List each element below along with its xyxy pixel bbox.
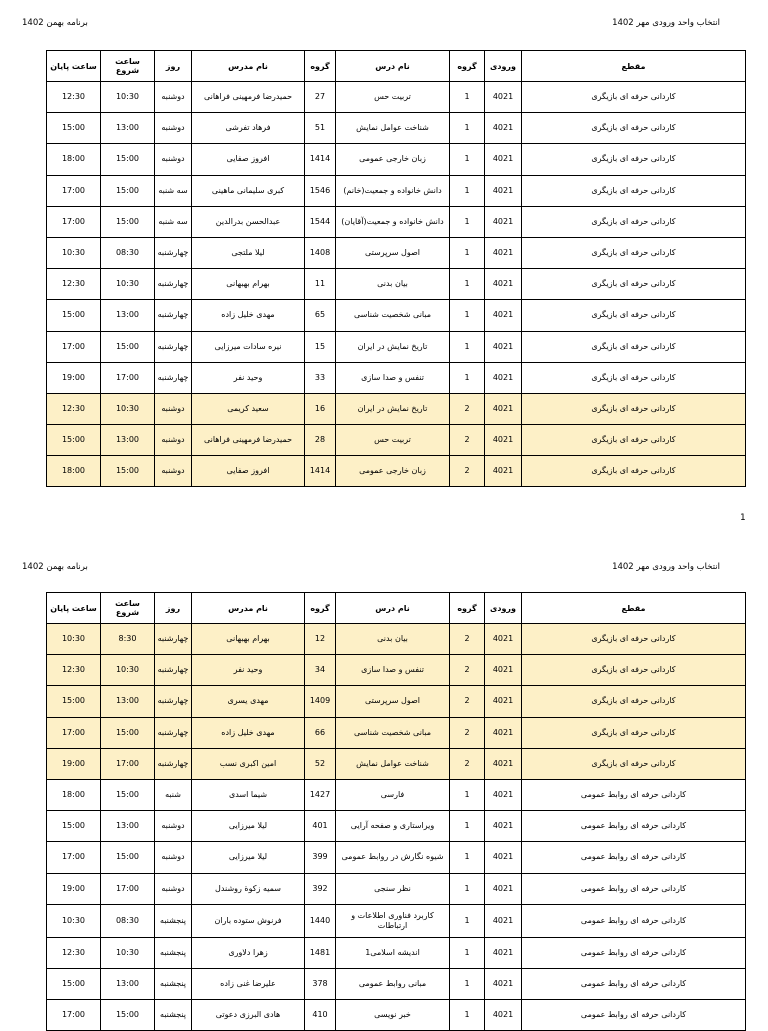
cell-teacher: بهرام بهبهانی — [192, 269, 305, 300]
cell-entry: 4021 — [485, 624, 522, 655]
cell-day: سه شنبه — [155, 175, 192, 206]
table-row — [47, 842, 746, 873]
cell-entry: 4021 — [485, 300, 522, 331]
cell-teacher: حمیدرضا فرمهینی فراهانی — [192, 425, 305, 456]
cell-group: 1 — [450, 113, 485, 144]
cell-teacher: فرهاد تفرشی — [192, 113, 305, 144]
cell-group: 1 — [450, 1000, 485, 1031]
cell-teacher: وحید نفر — [192, 655, 305, 686]
page1-left-title: برنامه بهمن 1402 — [22, 18, 88, 28]
cell-course: تربیت حس — [336, 82, 450, 113]
cell-code: 1409 — [305, 686, 336, 717]
table-row — [47, 968, 746, 999]
table-row — [47, 269, 746, 300]
cell-end: 18:00 — [47, 779, 101, 810]
cell-start: 15:00 — [101, 717, 155, 748]
cell-end: 12:30 — [47, 655, 101, 686]
cell-code: 1546 — [305, 175, 336, 206]
table-row — [47, 144, 746, 175]
cell-group: 1 — [450, 144, 485, 175]
cell-day: دوشنبه — [155, 144, 192, 175]
cell-start: 10:30 — [101, 937, 155, 968]
cell-end: 17:00 — [47, 175, 101, 206]
table-row — [47, 811, 746, 842]
col-header-course: نام درس — [336, 51, 450, 82]
cell-entry: 4021 — [485, 144, 522, 175]
cell-course: ویراستاری و صفحه آرایی — [336, 811, 450, 842]
cell-start: 15:00 — [101, 144, 155, 175]
cell-entry: 4021 — [485, 456, 522, 487]
cell-teacher: علیرضا غنی زاده — [192, 968, 305, 999]
col-header-group: گروه — [450, 593, 485, 624]
cell-code: 16 — [305, 393, 336, 424]
cell-group: 2 — [450, 624, 485, 655]
cell-entry: 4021 — [485, 842, 522, 873]
cell-level: کاردانی حرفه ای بازیگری — [522, 686, 746, 717]
cell-start: 13:00 — [101, 425, 155, 456]
cell-course: اندیشه اسلامی1 — [336, 937, 450, 968]
cell-code: 378 — [305, 968, 336, 999]
cell-start: 17:00 — [101, 873, 155, 904]
schedule-table-page2 — [46, 592, 746, 1031]
cell-entry: 4021 — [485, 425, 522, 456]
cell-day: پنجشنبه — [155, 1000, 192, 1031]
cell-group: 1 — [450, 968, 485, 999]
table-row — [47, 686, 746, 717]
table-row — [47, 237, 746, 268]
table-row — [47, 393, 746, 424]
table-row — [47, 362, 746, 393]
cell-entry: 4021 — [485, 206, 522, 237]
cell-end: 15:00 — [47, 113, 101, 144]
cell-code: 1544 — [305, 206, 336, 237]
cell-end: 10:30 — [47, 904, 101, 937]
cell-group: 1 — [450, 811, 485, 842]
table-row — [47, 1000, 746, 1031]
cell-start: 15:00 — [101, 331, 155, 362]
cell-teacher: لیلا میرزایی — [192, 842, 305, 873]
cell-group: 1 — [450, 300, 485, 331]
table-header-row — [47, 593, 746, 624]
table-row — [47, 717, 746, 748]
cell-group: 1 — [450, 362, 485, 393]
cell-level: کاردانی حرفه ای روابط عمومی — [522, 842, 746, 873]
cell-teacher: زهرا دلاوری — [192, 937, 305, 968]
cell-start: 17:00 — [101, 748, 155, 779]
table-row — [47, 425, 746, 456]
cell-level: کاردانی حرفه ای بازیگری — [522, 624, 746, 655]
cell-end: 19:00 — [47, 873, 101, 904]
table-row — [47, 779, 746, 810]
cell-day: چهارشنبه — [155, 300, 192, 331]
cell-course: اصول سرپرستی — [336, 237, 450, 268]
cell-course: کاربرد فناوری اطلاعات و ارتباطات — [336, 904, 450, 937]
cell-end: 17:00 — [47, 1000, 101, 1031]
cell-code: 1440 — [305, 904, 336, 937]
cell-teacher: وحید نفر — [192, 362, 305, 393]
cell-code: 1414 — [305, 144, 336, 175]
schedule-table-page1 — [46, 50, 746, 487]
cell-end: 19:00 — [47, 748, 101, 779]
cell-start: 10:30 — [101, 82, 155, 113]
cell-end: 17:00 — [47, 842, 101, 873]
cell-day: دوشنبه — [155, 842, 192, 873]
cell-course: شناخت عوامل نمایش — [336, 748, 450, 779]
cell-day: دوشنبه — [155, 425, 192, 456]
cell-start: 08:30 — [101, 237, 155, 268]
cell-end: 15:00 — [47, 686, 101, 717]
cell-teacher: لیلا ملتجی — [192, 237, 305, 268]
cell-day: چهارشنبه — [155, 655, 192, 686]
cell-code: 1414 — [305, 456, 336, 487]
cell-teacher: هادی البرزی دعوتی — [192, 1000, 305, 1031]
cell-end: 15:00 — [47, 968, 101, 999]
cell-code: 34 — [305, 655, 336, 686]
cell-level: کاردانی حرفه ای بازیگری — [522, 144, 746, 175]
cell-start: 15:00 — [101, 842, 155, 873]
cell-entry: 4021 — [485, 968, 522, 999]
cell-teacher: سعید کریمی — [192, 393, 305, 424]
col-header-start: ساعت شروع — [101, 51, 155, 82]
page2-left-title: برنامه بهمن 1402 — [22, 562, 88, 572]
cell-level: کاردانی حرفه ای بازیگری — [522, 748, 746, 779]
cell-group: 1 — [450, 904, 485, 937]
cell-teacher: مهدی خلیل زاده — [192, 717, 305, 748]
col-header-day: روز — [155, 593, 192, 624]
cell-end: 17:00 — [47, 331, 101, 362]
cell-course: مبانی روابط عمومی — [336, 968, 450, 999]
cell-teacher: مهدی یسری — [192, 686, 305, 717]
cell-level: کاردانی حرفه ای بازیگری — [522, 237, 746, 268]
cell-level: کاردانی حرفه ای روابط عمومی — [522, 779, 746, 810]
cell-day: سه شنبه — [155, 206, 192, 237]
cell-day: دوشنبه — [155, 113, 192, 144]
cell-start: 15:00 — [101, 206, 155, 237]
cell-code: 1481 — [305, 937, 336, 968]
cell-entry: 4021 — [485, 686, 522, 717]
cell-code: 15 — [305, 331, 336, 362]
cell-entry: 4021 — [485, 393, 522, 424]
cell-day: پنجشنبه — [155, 937, 192, 968]
cell-code: 12 — [305, 624, 336, 655]
cell-entry: 4021 — [485, 269, 522, 300]
cell-teacher: افروز صفایی — [192, 456, 305, 487]
table-row — [47, 748, 746, 779]
cell-entry: 4021 — [485, 717, 522, 748]
cell-end: 15:00 — [47, 425, 101, 456]
cell-teacher: شیما اسدی — [192, 779, 305, 810]
cell-code: 399 — [305, 842, 336, 873]
cell-day: چهارشنبه — [155, 748, 192, 779]
cell-course: دانش خانواده و جمعیت(آقایان) — [336, 206, 450, 237]
col-header-end: ساعت پایان — [47, 593, 101, 624]
cell-group: 1 — [450, 331, 485, 362]
cell-course: بیان بدنی — [336, 269, 450, 300]
table-row — [47, 937, 746, 968]
cell-group: 1 — [450, 842, 485, 873]
cell-end: 12:30 — [47, 82, 101, 113]
cell-entry: 4021 — [485, 113, 522, 144]
cell-day: دوشنبه — [155, 456, 192, 487]
table-row — [47, 904, 746, 937]
cell-day: دوشنبه — [155, 873, 192, 904]
cell-course: فارسی — [336, 779, 450, 810]
cell-day: چهارشنبه — [155, 362, 192, 393]
cell-teacher: لیلا میرزایی — [192, 811, 305, 842]
cell-start: 15:00 — [101, 1000, 155, 1031]
cell-start: 15:00 — [101, 456, 155, 487]
cell-group: 1 — [450, 779, 485, 810]
cell-code: 52 — [305, 748, 336, 779]
cell-start: 15:00 — [101, 779, 155, 810]
cell-start: 15:00 — [101, 175, 155, 206]
col-header-teacher: نام مدرس — [192, 593, 305, 624]
cell-start: 13:00 — [101, 968, 155, 999]
cell-group: 2 — [450, 686, 485, 717]
cell-entry: 4021 — [485, 779, 522, 810]
cell-code: 410 — [305, 1000, 336, 1031]
cell-level: کاردانی حرفه ای بازیگری — [522, 300, 746, 331]
cell-level: کاردانی حرفه ای بازیگری — [522, 175, 746, 206]
cell-course: دانش خانواده و جمعیت(خانم) — [336, 175, 450, 206]
cell-group: 2 — [450, 393, 485, 424]
cell-entry: 4021 — [485, 904, 522, 937]
cell-code: 11 — [305, 269, 336, 300]
cell-teacher: امین اکبری نسب — [192, 748, 305, 779]
cell-group: 1 — [450, 206, 485, 237]
cell-level: کاردانی حرفه ای بازیگری — [522, 113, 746, 144]
cell-start: 13:00 — [101, 300, 155, 331]
cell-course: تربیت حس — [336, 425, 450, 456]
cell-course: زبان خارجی عمومی — [336, 144, 450, 175]
cell-end: 10:30 — [47, 237, 101, 268]
cell-group: 2 — [450, 717, 485, 748]
cell-course: تاریخ نمایش در ایران — [336, 393, 450, 424]
table-row — [47, 113, 746, 144]
cell-group: 1 — [450, 937, 485, 968]
table-header-row — [47, 51, 746, 82]
cell-teacher: حمیدرضا فرمهینی فراهانی — [192, 82, 305, 113]
cell-entry: 4021 — [485, 748, 522, 779]
cell-day: دوشنبه — [155, 393, 192, 424]
col-header-entry: ورودی — [485, 593, 522, 624]
col-header-entry: ورودی — [485, 51, 522, 82]
cell-code: 51 — [305, 113, 336, 144]
col-header-course: نام درس — [336, 593, 450, 624]
cell-level: کاردانی حرفه ای روابط عمومی — [522, 937, 746, 968]
cell-end: 18:00 — [47, 144, 101, 175]
cell-course: زبان خارجی عمومی — [336, 456, 450, 487]
table-row — [47, 300, 746, 331]
table-row — [47, 456, 746, 487]
cell-code: 33 — [305, 362, 336, 393]
col-header-day: روز — [155, 51, 192, 82]
col-header-group: گروه — [450, 51, 485, 82]
cell-level: کاردانی حرفه ای بازیگری — [522, 717, 746, 748]
cell-start: 10:30 — [101, 269, 155, 300]
cell-entry: 4021 — [485, 811, 522, 842]
cell-end: 17:00 — [47, 206, 101, 237]
cell-day: چهارشنبه — [155, 686, 192, 717]
cell-end: 19:00 — [47, 362, 101, 393]
cell-entry: 4021 — [485, 655, 522, 686]
col-header-level: مقطع — [522, 593, 746, 624]
cell-day: چهارشنبه — [155, 269, 192, 300]
table-row — [47, 175, 746, 206]
col-header-end: ساعت پایان — [47, 51, 101, 82]
cell-teacher: سمیه زکوة روشندل — [192, 873, 305, 904]
cell-start: 10:30 — [101, 655, 155, 686]
cell-group: 2 — [450, 456, 485, 487]
cell-level: کاردانی حرفه ای بازیگری — [522, 456, 746, 487]
cell-day: چهارشنبه — [155, 237, 192, 268]
cell-start: 13:00 — [101, 811, 155, 842]
cell-group: 1 — [450, 237, 485, 268]
cell-code: 65 — [305, 300, 336, 331]
cell-teacher: افروز صفایی — [192, 144, 305, 175]
cell-day: چهارشنبه — [155, 717, 192, 748]
cell-code: 28 — [305, 425, 336, 456]
cell-level: کاردانی حرفه ای روابط عمومی — [522, 904, 746, 937]
cell-entry: 4021 — [485, 937, 522, 968]
cell-level: کاردانی حرفه ای بازیگری — [522, 393, 746, 424]
cell-teacher: فرنوش ستوده باران — [192, 904, 305, 937]
cell-level: کاردانی حرفه ای روابط عمومی — [522, 1000, 746, 1031]
cell-entry: 4021 — [485, 362, 522, 393]
cell-group: 2 — [450, 655, 485, 686]
cell-course: تنفس و صدا سازی — [336, 362, 450, 393]
col-header-start: ساعت شروع — [101, 593, 155, 624]
cell-start: 17:00 — [101, 362, 155, 393]
cell-end: 15:00 — [47, 300, 101, 331]
cell-entry: 4021 — [485, 175, 522, 206]
cell-day: دوشنبه — [155, 811, 192, 842]
cell-course: بیان بدنی — [336, 624, 450, 655]
cell-code: 66 — [305, 717, 336, 748]
col-header-code: گروه — [305, 593, 336, 624]
cell-level: کاردانی حرفه ای بازیگری — [522, 206, 746, 237]
page1-right-title: انتخاب واحد ورودی مهر 1402 — [612, 18, 720, 28]
cell-group: 1 — [450, 82, 485, 113]
cell-teacher: نیره سادات میرزایی — [192, 331, 305, 362]
cell-teacher: کبری سلیمانی ماهینی — [192, 175, 305, 206]
cell-end: 10:30 — [47, 624, 101, 655]
cell-day: پنجشنبه — [155, 968, 192, 999]
cell-day: دوشنبه — [155, 82, 192, 113]
cell-start: 13:00 — [101, 113, 155, 144]
cell-course: مبانی شخصیت شناسی — [336, 717, 450, 748]
cell-teacher: بهرام بهبهانی — [192, 624, 305, 655]
cell-group: 1 — [450, 873, 485, 904]
cell-course: تاریخ نمایش در ایران — [336, 331, 450, 362]
table-row — [47, 655, 746, 686]
cell-course: خبر نویسی — [336, 1000, 450, 1031]
page-number: 1 — [740, 513, 746, 523]
col-header-teacher: نام مدرس — [192, 51, 305, 82]
cell-level: کاردانی حرفه ای بازیگری — [522, 82, 746, 113]
cell-course: تنفس و صدا سازی — [336, 655, 450, 686]
cell-end: 12:30 — [47, 269, 101, 300]
cell-code: 1408 — [305, 237, 336, 268]
cell-start: 08:30 — [101, 904, 155, 937]
cell-end: 12:30 — [47, 393, 101, 424]
cell-level: کاردانی حرفه ای بازیگری — [522, 331, 746, 362]
table-row — [47, 82, 746, 113]
cell-end: 18:00 — [47, 456, 101, 487]
cell-level: کاردانی حرفه ای روابط عمومی — [522, 968, 746, 999]
cell-level: کاردانی حرفه ای بازیگری — [522, 425, 746, 456]
cell-day: چهارشنبه — [155, 624, 192, 655]
cell-level: کاردانی حرفه ای روابط عمومی — [522, 873, 746, 904]
cell-day: شنبه — [155, 779, 192, 810]
cell-group: 2 — [450, 425, 485, 456]
cell-group: 1 — [450, 175, 485, 206]
cell-end: 17:00 — [47, 717, 101, 748]
cell-start: 10:30 — [101, 393, 155, 424]
cell-group: 1 — [450, 269, 485, 300]
cell-entry: 4021 — [485, 82, 522, 113]
cell-level: کاردانی حرفه ای بازیگری — [522, 362, 746, 393]
cell-teacher: عبدالحسن بدرالدین — [192, 206, 305, 237]
table-row — [47, 873, 746, 904]
table-row — [47, 206, 746, 237]
cell-course: اصول سرپرستی — [336, 686, 450, 717]
col-header-code: گروه — [305, 51, 336, 82]
cell-start: 8:30 — [101, 624, 155, 655]
cell-day: پنجشنبه — [155, 904, 192, 937]
col-header-level: مقطع — [522, 51, 746, 82]
cell-entry: 4021 — [485, 873, 522, 904]
cell-end: 12:30 — [47, 937, 101, 968]
cell-entry: 4021 — [485, 237, 522, 268]
cell-code: 401 — [305, 811, 336, 842]
cell-code: 27 — [305, 82, 336, 113]
cell-entry: 4021 — [485, 1000, 522, 1031]
cell-end: 15:00 — [47, 811, 101, 842]
cell-teacher: مهدی خلیل زاده — [192, 300, 305, 331]
cell-start: 13:00 — [101, 686, 155, 717]
cell-course: نظر سنجی — [336, 873, 450, 904]
cell-entry: 4021 — [485, 331, 522, 362]
cell-level: کاردانی حرفه ای بازیگری — [522, 269, 746, 300]
cell-code: 1427 — [305, 779, 336, 810]
cell-group: 2 — [450, 748, 485, 779]
cell-day: چهارشنبه — [155, 331, 192, 362]
table-row — [47, 624, 746, 655]
cell-code: 392 — [305, 873, 336, 904]
table-row — [47, 331, 746, 362]
cell-level: کاردانی حرفه ای روابط عمومی — [522, 811, 746, 842]
page2-right-title: انتخاب واحد ورودی مهر 1402 — [612, 562, 720, 572]
cell-course: شیوه نگارش در روابط عمومی — [336, 842, 450, 873]
cell-level: کاردانی حرفه ای بازیگری — [522, 655, 746, 686]
cell-course: شناخت عوامل نمایش — [336, 113, 450, 144]
cell-course: مبانی شخصیت شناسی — [336, 300, 450, 331]
